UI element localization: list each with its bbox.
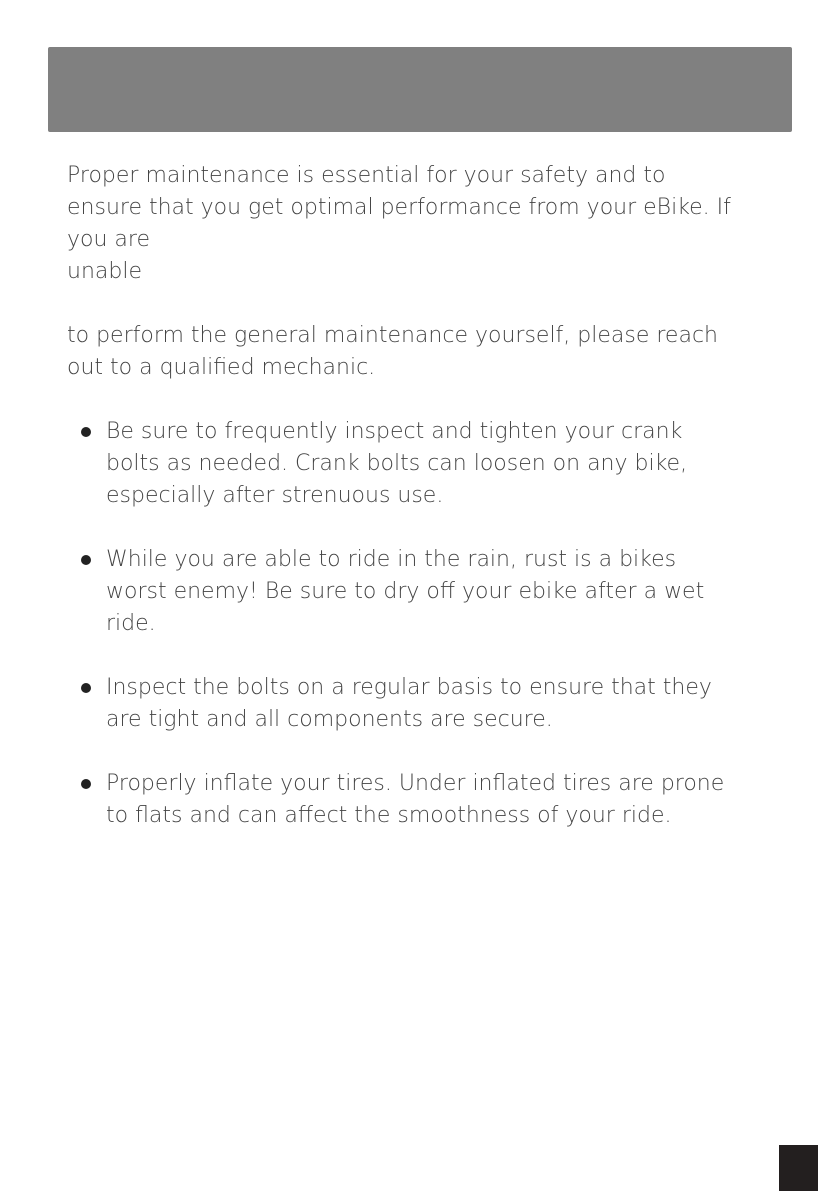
page-corner-tab bbox=[779, 1145, 818, 1191]
bullet-icon bbox=[81, 555, 91, 565]
maintenance-tips-list bbox=[67, 416, 742, 832]
tip-text: Properly inflate your tires. Under inflated tires are prone to flats and can affect the smoothness of your ride. bbox=[106, 771, 725, 828]
list-item bbox=[67, 768, 742, 832]
intro-paragraph-1: Proper maintenance is essential for your safety and to ensure that you get optimal performance from your eBike. If you are unable bbox=[67, 163, 731, 284]
intro-paragraph-2: to perform the general maintenance yourself, please reach out to a qualified mechanic. bbox=[67, 323, 718, 380]
section-header-band bbox=[48, 47, 792, 132]
tip-text: While you are able to ride in the rain, rust is a bikes worst enemy! Be sure to dry off your ebike after a wet ride. bbox=[106, 547, 705, 636]
tip-text: Be sure to frequently inspect and tighten your crank bolts as needed. Crank bolts can loosen on any bike, especially after strenuous use. bbox=[106, 419, 688, 508]
list-item bbox=[67, 544, 742, 640]
list-item bbox=[67, 416, 742, 512]
bullet-icon bbox=[81, 779, 91, 789]
list-item bbox=[67, 672, 742, 736]
bullet-icon bbox=[81, 683, 91, 693]
tip-text: Inspect the bolts on a regular basis to ensure that they are tight and all components are secure. bbox=[106, 675, 712, 732]
bullet-icon bbox=[81, 427, 91, 437]
maintenance-content bbox=[67, 160, 742, 864]
